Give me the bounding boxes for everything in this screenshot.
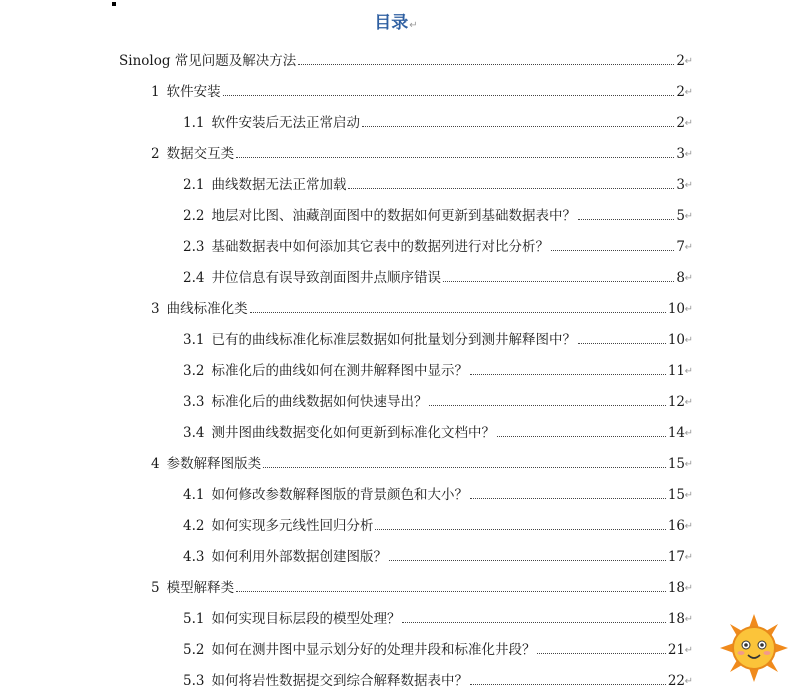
toc-page-number: 15	[667, 456, 685, 472]
toc-entry[interactable]	[151, 140, 685, 162]
dot-leader	[236, 157, 674, 158]
toc-entry-number: 2.1	[183, 177, 205, 193]
toc-entry-label	[119, 53, 296, 69]
toc-page-number: 21	[667, 642, 685, 658]
toc-entry[interactable]	[183, 419, 685, 441]
toc-entry-label	[183, 270, 441, 286]
toc-entry-label	[183, 332, 576, 348]
dot-leader	[470, 374, 666, 375]
toc-entry-label	[183, 549, 387, 565]
toc-entry-label	[183, 611, 400, 627]
toc-entry-number: 2.2	[183, 208, 205, 224]
paragraph-mark-icon: ↵	[684, 149, 693, 160]
toc-entry-label	[183, 177, 346, 193]
toc-entry[interactable]	[183, 605, 685, 627]
toc-entry-number: 4.3	[183, 549, 205, 565]
toc-entry[interactable]	[151, 574, 685, 596]
toc-entry[interactable]	[183, 388, 685, 410]
paragraph-mark-icon: ↵	[684, 180, 693, 191]
toc-entry[interactable]	[183, 636, 685, 658]
toc-page-number: 11	[667, 363, 685, 379]
toc-page-number: 16	[667, 518, 685, 534]
toc-page-number: 5	[676, 208, 685, 224]
toc-entry-number: 3.4	[183, 425, 205, 441]
toc-entry-text: 如何实现多元线性回归分析	[211, 518, 374, 534]
paragraph-mark-icon: ↵	[684, 428, 693, 439]
toc-entry-number: 5.2	[183, 642, 205, 658]
toc-entry-number: 4	[151, 456, 160, 472]
dot-leader	[429, 405, 665, 406]
toc-entry-label	[183, 115, 360, 131]
toc-entry-text: 曲线数据无法正常加载	[211, 177, 347, 193]
dot-leader	[298, 64, 674, 65]
paragraph-mark-icon: ↵	[684, 366, 693, 377]
dot-leader	[470, 498, 666, 499]
paragraph-mark-icon: ↵	[684, 118, 693, 129]
toc-page-number: 17	[667, 549, 685, 565]
paragraph-mark-icon: ↵	[684, 645, 693, 656]
dot-leader	[537, 653, 665, 654]
dot-leader	[470, 684, 666, 685]
paragraph-mark-icon: ↵	[684, 56, 693, 67]
toc-page-number: 8	[676, 270, 685, 286]
toc-entry-text: 如何利用外部数据创建图版？	[211, 549, 387, 565]
toc-entry-text: 已有的曲线标准化标准层数据如何批量划分到测井解释图中？	[211, 332, 576, 348]
toc-page-number: 7	[676, 239, 685, 255]
toc-entry-text: 如何实现目标层段的模型处理？	[211, 611, 401, 627]
toc-page-number: 2	[676, 53, 685, 69]
dot-leader	[362, 126, 674, 127]
toc-page-number: 2	[676, 84, 685, 100]
toc-entry-text: 软件安装后无法正常启动	[211, 115, 360, 131]
toc-entry-label	[183, 673, 468, 689]
paragraph-mark-icon: ↵	[684, 490, 693, 501]
dot-leader	[578, 219, 674, 220]
toc-entry[interactable]	[151, 78, 685, 100]
toc-page-number: 22	[667, 673, 685, 689]
toc-entry-label	[151, 146, 234, 162]
dot-leader	[375, 529, 665, 530]
toc-entry-text: 基础数据表中如何添加其它表中的数据列进行对比分析？	[211, 239, 549, 255]
toc-entry-number: 1	[151, 84, 160, 100]
paragraph-mark-icon: ↵	[684, 242, 693, 253]
dot-leader	[348, 188, 674, 189]
toc-page-number: 10	[667, 332, 685, 348]
paragraph-mark-icon: ↵	[684, 211, 693, 222]
paragraph-mark-icon: ↵	[684, 552, 693, 563]
toc-entry-number: 3.3	[183, 394, 205, 410]
dot-leader	[236, 591, 666, 592]
dot-leader	[389, 560, 666, 561]
toc-entry-number: 2	[151, 146, 160, 162]
toc-entry-label	[183, 518, 373, 534]
toc-entry-text: 曲线标准化类	[166, 301, 248, 317]
toc-entry-label	[151, 456, 261, 472]
toc-entry-number: 5	[151, 580, 160, 596]
toc-entry-number: 3.1	[183, 332, 205, 348]
toc-entry-text: 软件安装	[166, 84, 221, 100]
toc-entry-number: 3	[151, 301, 160, 317]
paragraph-mark-icon: ↵	[684, 521, 693, 532]
dot-leader	[443, 281, 674, 282]
toc-entry[interactable]	[151, 295, 685, 317]
dot-leader	[578, 343, 666, 344]
toc-entry-label	[183, 425, 495, 441]
toc-entry[interactable]	[183, 357, 685, 379]
toc-entry-number: 5.1	[183, 611, 205, 627]
toc-entry-text: 标准化后的曲线如何在测井解释图中显示？	[211, 363, 468, 379]
toc-entry-label	[183, 487, 468, 503]
sun-emoticon-icon	[718, 612, 790, 684]
toc-entry-label	[183, 394, 427, 410]
paragraph-mark-icon: ↵	[684, 273, 693, 284]
toc-entry-text: 如何将岩性数据提交到综合解释数据表中？	[211, 673, 468, 689]
toc-page-number: 18	[667, 611, 685, 627]
toc-entry-text: 地层对比图、油藏剖面图中的数据如何更新到基础数据表中？	[211, 208, 576, 224]
toc-entry-number: 4.1	[183, 487, 205, 503]
toc-entry-text: 测井图曲线数据变化如何更新到标准化文档中？	[211, 425, 495, 441]
toc-entry-text: 数据交互类	[166, 146, 235, 162]
toc-entry[interactable]	[183, 326, 685, 348]
toc-entry[interactable]	[151, 450, 685, 472]
corner-marker	[112, 2, 116, 6]
toc-title	[0, 8, 792, 33]
paragraph-mark-icon: ↵	[684, 614, 693, 625]
dot-leader	[223, 95, 675, 96]
toc-entry-number: 2.3	[183, 239, 205, 255]
paragraph-mark-icon: ↵	[684, 676, 693, 687]
toc-entry[interactable]	[183, 512, 685, 534]
toc-entry-label	[183, 642, 535, 658]
dot-leader	[402, 622, 665, 623]
toc-entry-text: 标准化后的曲线数据如何快速导出？	[211, 394, 428, 410]
toc-entry-text: 如何在测井图中显示划分好的处理井段和标准化井段？	[211, 642, 536, 658]
toc-page-number: 3	[676, 177, 685, 193]
toc-entry-text: 参数解释图版类	[166, 456, 262, 472]
toc-entry[interactable]	[183, 233, 685, 255]
toc-entry[interactable]	[183, 171, 685, 193]
paragraph-mark-icon: ↵	[684, 335, 693, 346]
toc-entry[interactable]	[183, 202, 685, 224]
toc-entry[interactable]	[183, 264, 685, 286]
toc-entry-number: 2.4	[183, 270, 205, 286]
toc-entry-text: 井位信息有误导致剖面图井点顺序错误	[211, 270, 441, 286]
toc-entry-label	[151, 84, 221, 100]
toc-entry-label	[151, 580, 234, 596]
toc-entry-number: 1.1	[183, 115, 205, 131]
toc-entry[interactable]	[119, 47, 685, 69]
toc-entry-number: 5.3	[183, 673, 205, 689]
toc-entry[interactable]	[183, 481, 685, 503]
toc-page-number: 15	[667, 487, 685, 503]
toc-entry-label	[183, 208, 576, 224]
toc-page-number: 2	[676, 115, 685, 131]
toc-entry-text: 如何修改参数解释图版的背景颜色和大小？	[211, 487, 468, 503]
toc-entry-label	[183, 363, 468, 379]
toc-entry-label	[183, 239, 549, 255]
toc-entry-text: Sinolog 常见问题及解决方法	[119, 53, 297, 69]
toc-page-number: 18	[667, 580, 685, 596]
toc-title-text: 目录	[374, 13, 409, 33]
toc-entry[interactable]	[183, 109, 685, 131]
toc-entry-text: 模型解释类	[166, 580, 235, 596]
paragraph-mark-icon: ↵	[409, 20, 418, 31]
toc-page-number: 3	[676, 146, 685, 162]
paragraph-mark-icon: ↵	[684, 304, 693, 315]
toc-entry-label	[151, 301, 248, 317]
toc-entry-number: 3.2	[183, 363, 205, 379]
dot-leader	[497, 436, 666, 437]
toc-entry[interactable]	[183, 543, 685, 565]
paragraph-mark-icon: ↵	[684, 87, 693, 98]
paragraph-mark-icon: ↵	[684, 583, 693, 594]
toc-page-number: 10	[667, 301, 685, 317]
paragraph-mark-icon: ↵	[684, 397, 693, 408]
toc-entry-number: 4.2	[183, 518, 205, 534]
toc-page-number: 12	[667, 394, 685, 410]
dot-leader	[263, 467, 666, 468]
toc-page-number: 14	[667, 425, 685, 441]
dot-leader	[250, 312, 666, 313]
paragraph-mark-icon: ↵	[684, 459, 693, 470]
dot-leader	[551, 250, 674, 251]
